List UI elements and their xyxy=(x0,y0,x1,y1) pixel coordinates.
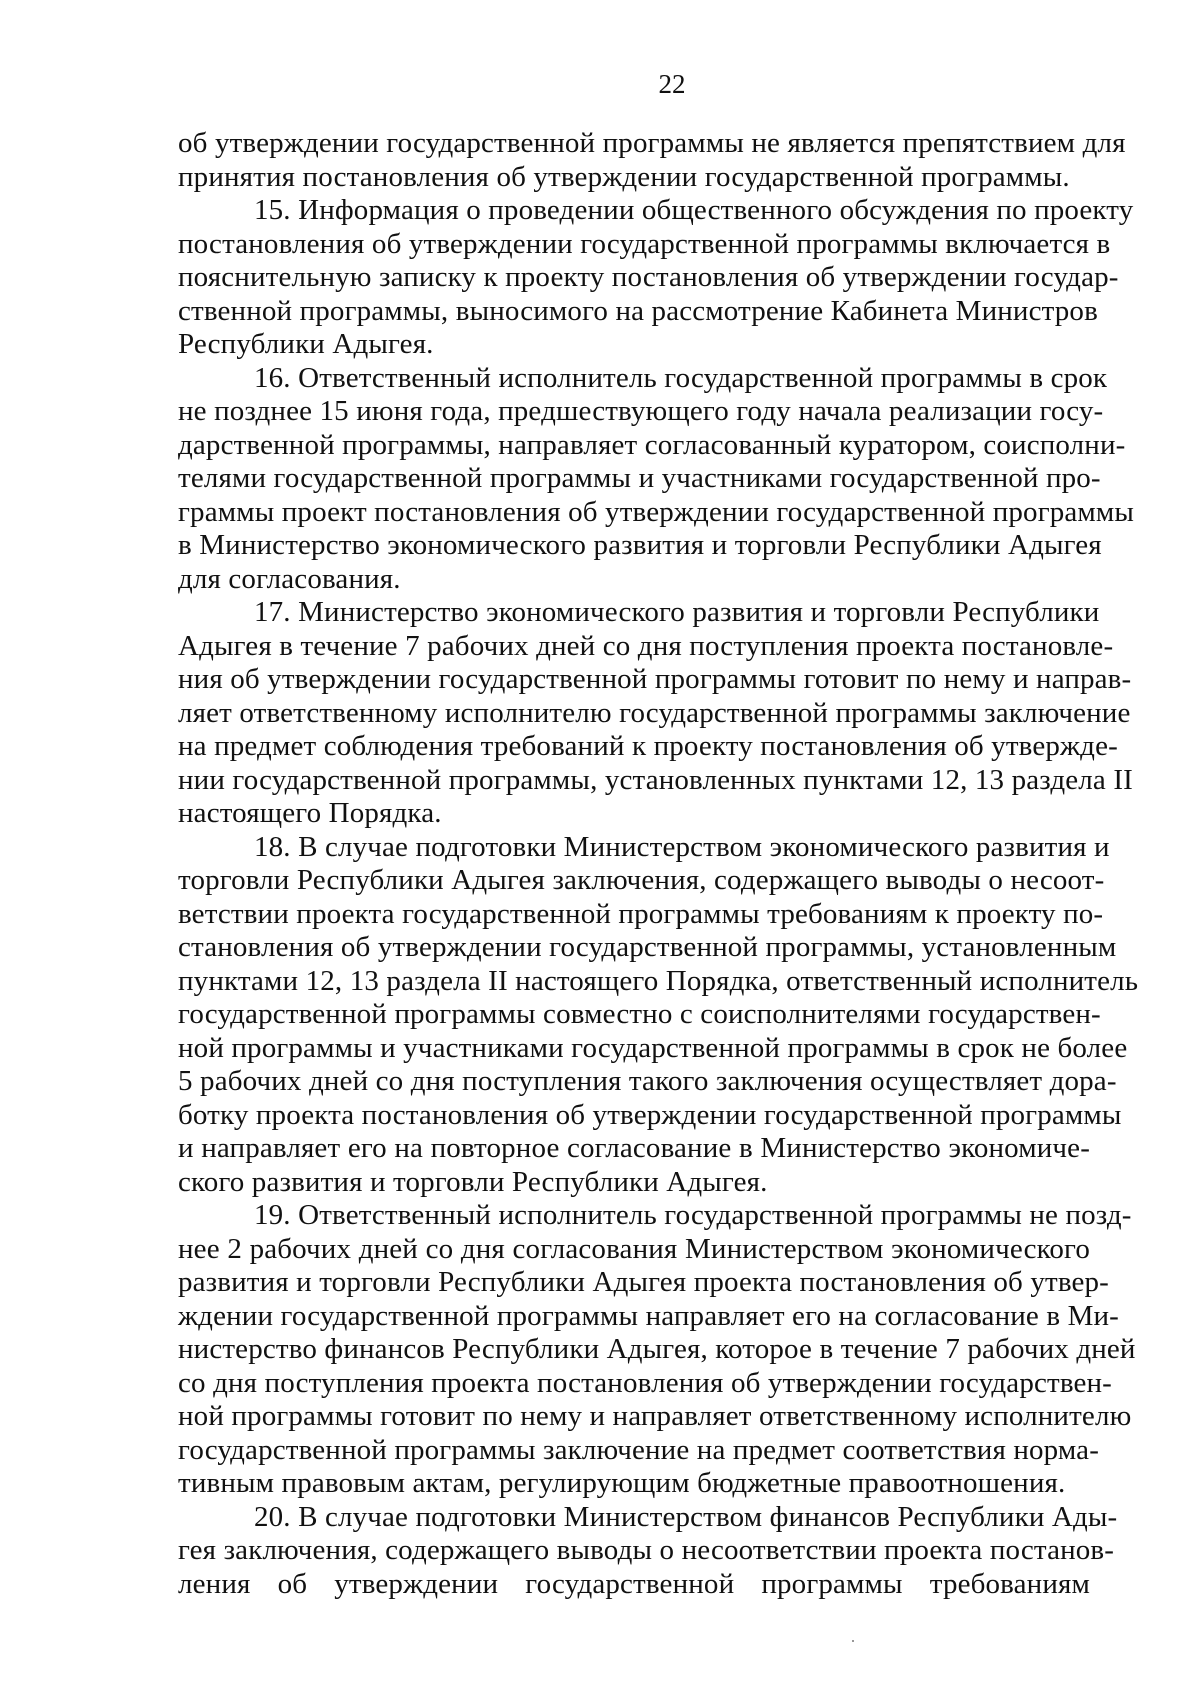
text-line: пояснительную записку к проекту постановления об утверждении государ- xyxy=(178,261,1119,293)
scan-artifact xyxy=(852,1640,854,1642)
text-line: тивным правовым актам, регулирующим бюджетные правоотношения. xyxy=(178,1467,1066,1499)
text-line: ждении государственной программы направляет его на согласование в Ми- xyxy=(178,1299,1119,1332)
text-line: дарственной программы, направляет согласованный куратором, соисполни- xyxy=(178,428,1126,461)
text-line: 18. В случае подготовки Министерством экономического развития и xyxy=(254,830,1110,863)
text-line: государственной программы заключение на предмет соответствия норма- xyxy=(178,1433,1100,1466)
text-line: нистерство финансов Республики Адыгея, которое в течение 7 рабочих дней xyxy=(178,1333,1136,1365)
text-line: не позднее 15 июня года, предшествующего году начала реализации госу- xyxy=(178,395,1104,427)
text-line: нии государственной программы, установленных пунктами 12, 13 раздела II xyxy=(178,763,1133,796)
text-line: развития и торговли Республики Адыгея проекта постановления об утвер- xyxy=(178,1266,1109,1298)
text-line: пунктами 12, 13 раздела II настоящего Порядка, ответственный исполнитель xyxy=(178,964,1139,997)
text-line: 17. Министерство экономического развития и торговли Республики xyxy=(254,596,1100,628)
text-line: постановления об утверждении государственной программы включается в xyxy=(178,227,1111,260)
text-line: об утверждении государственной программы не является препятствием для xyxy=(178,127,1126,159)
text-line: 20. В случае подготовки Министерством финансов Республики Ады- xyxy=(254,1500,1118,1533)
text-line: ботку проекта постановления об утверждении государственной программы xyxy=(178,1098,1122,1131)
text-line: для согласования. xyxy=(178,562,401,595)
text-line: ветствии проекта государственной программы требованиям к проекту по- xyxy=(178,897,1104,930)
text-line: ственной программы, выносимого на рассмотрение Кабинета Министров xyxy=(178,294,1098,327)
text-line: ского развития и торговли Республики Адыгея. xyxy=(178,1165,768,1198)
text-line: 19. Ответственный исполнитель государственной программы не позд- xyxy=(254,1199,1132,1231)
text-line: 15. Информация о проведении общественного обсуждения по проекту xyxy=(254,194,1134,226)
text-line: Адыгея в течение 7 рабочих дней со дня поступления проекта постановле- xyxy=(178,629,1114,662)
text-line: гея заключения, содержащего выводы о несоответствии проекта постанов- xyxy=(178,1534,1115,1566)
text-line: ния об утверждении государственной программы готовит по нему и направ- xyxy=(178,663,1132,695)
text-line: и направляет его на повторное согласование в Министерство экономиче- xyxy=(178,1132,1090,1164)
text-line: в Министерство экономического развития и торговли Республики Адыгея xyxy=(178,529,1102,561)
text-line: нее 2 рабочих дней со дня согласования Министерством экономического xyxy=(178,1232,1090,1265)
text-line: Республики Адыгея. xyxy=(178,328,434,360)
text-line: становления об утверждении государственной программы, установленным xyxy=(178,931,1117,963)
text-line: ной программы и участниками государственной программы в срок не более xyxy=(178,1031,1128,1064)
text-line: ления об утверждении государственной программы требованиям xyxy=(178,1567,1090,1600)
text-line: торговли Республики Адыгея заключения, содержащего выводы о несоот- xyxy=(178,864,1105,896)
text-line: 5 рабочих дней со дня поступления такого заключения осуществляет дора- xyxy=(178,1065,1117,1097)
text-line: 16. Ответственный исполнитель государственной программы в срок xyxy=(254,361,1108,394)
text-line: ляет ответственному исполнителю государственной программы заключение xyxy=(178,696,1131,729)
text-line: телями государственной программы и участниками государственной про- xyxy=(178,462,1101,494)
text-line: со дня поступления проекта постановления об утверждении государствен- xyxy=(178,1366,1112,1399)
text-line: граммы проект постановления об утверждении государственной программы xyxy=(178,495,1135,528)
document-body xyxy=(178,127,1139,1601)
text-line: принятия постановления об утверждении государственной программы. xyxy=(178,160,1070,193)
text-line: государственной программы совместно с соисполнителями государствен- xyxy=(178,998,1101,1030)
text-line: ной программы готовит по нему и направляет ответственному исполнителю xyxy=(178,1400,1132,1432)
page-number: 22 xyxy=(658,69,686,99)
text-line: настоящего Порядка. xyxy=(178,797,442,829)
text-line: на предмет соблюдения требований к проекту постановления об утвержде- xyxy=(178,730,1118,762)
